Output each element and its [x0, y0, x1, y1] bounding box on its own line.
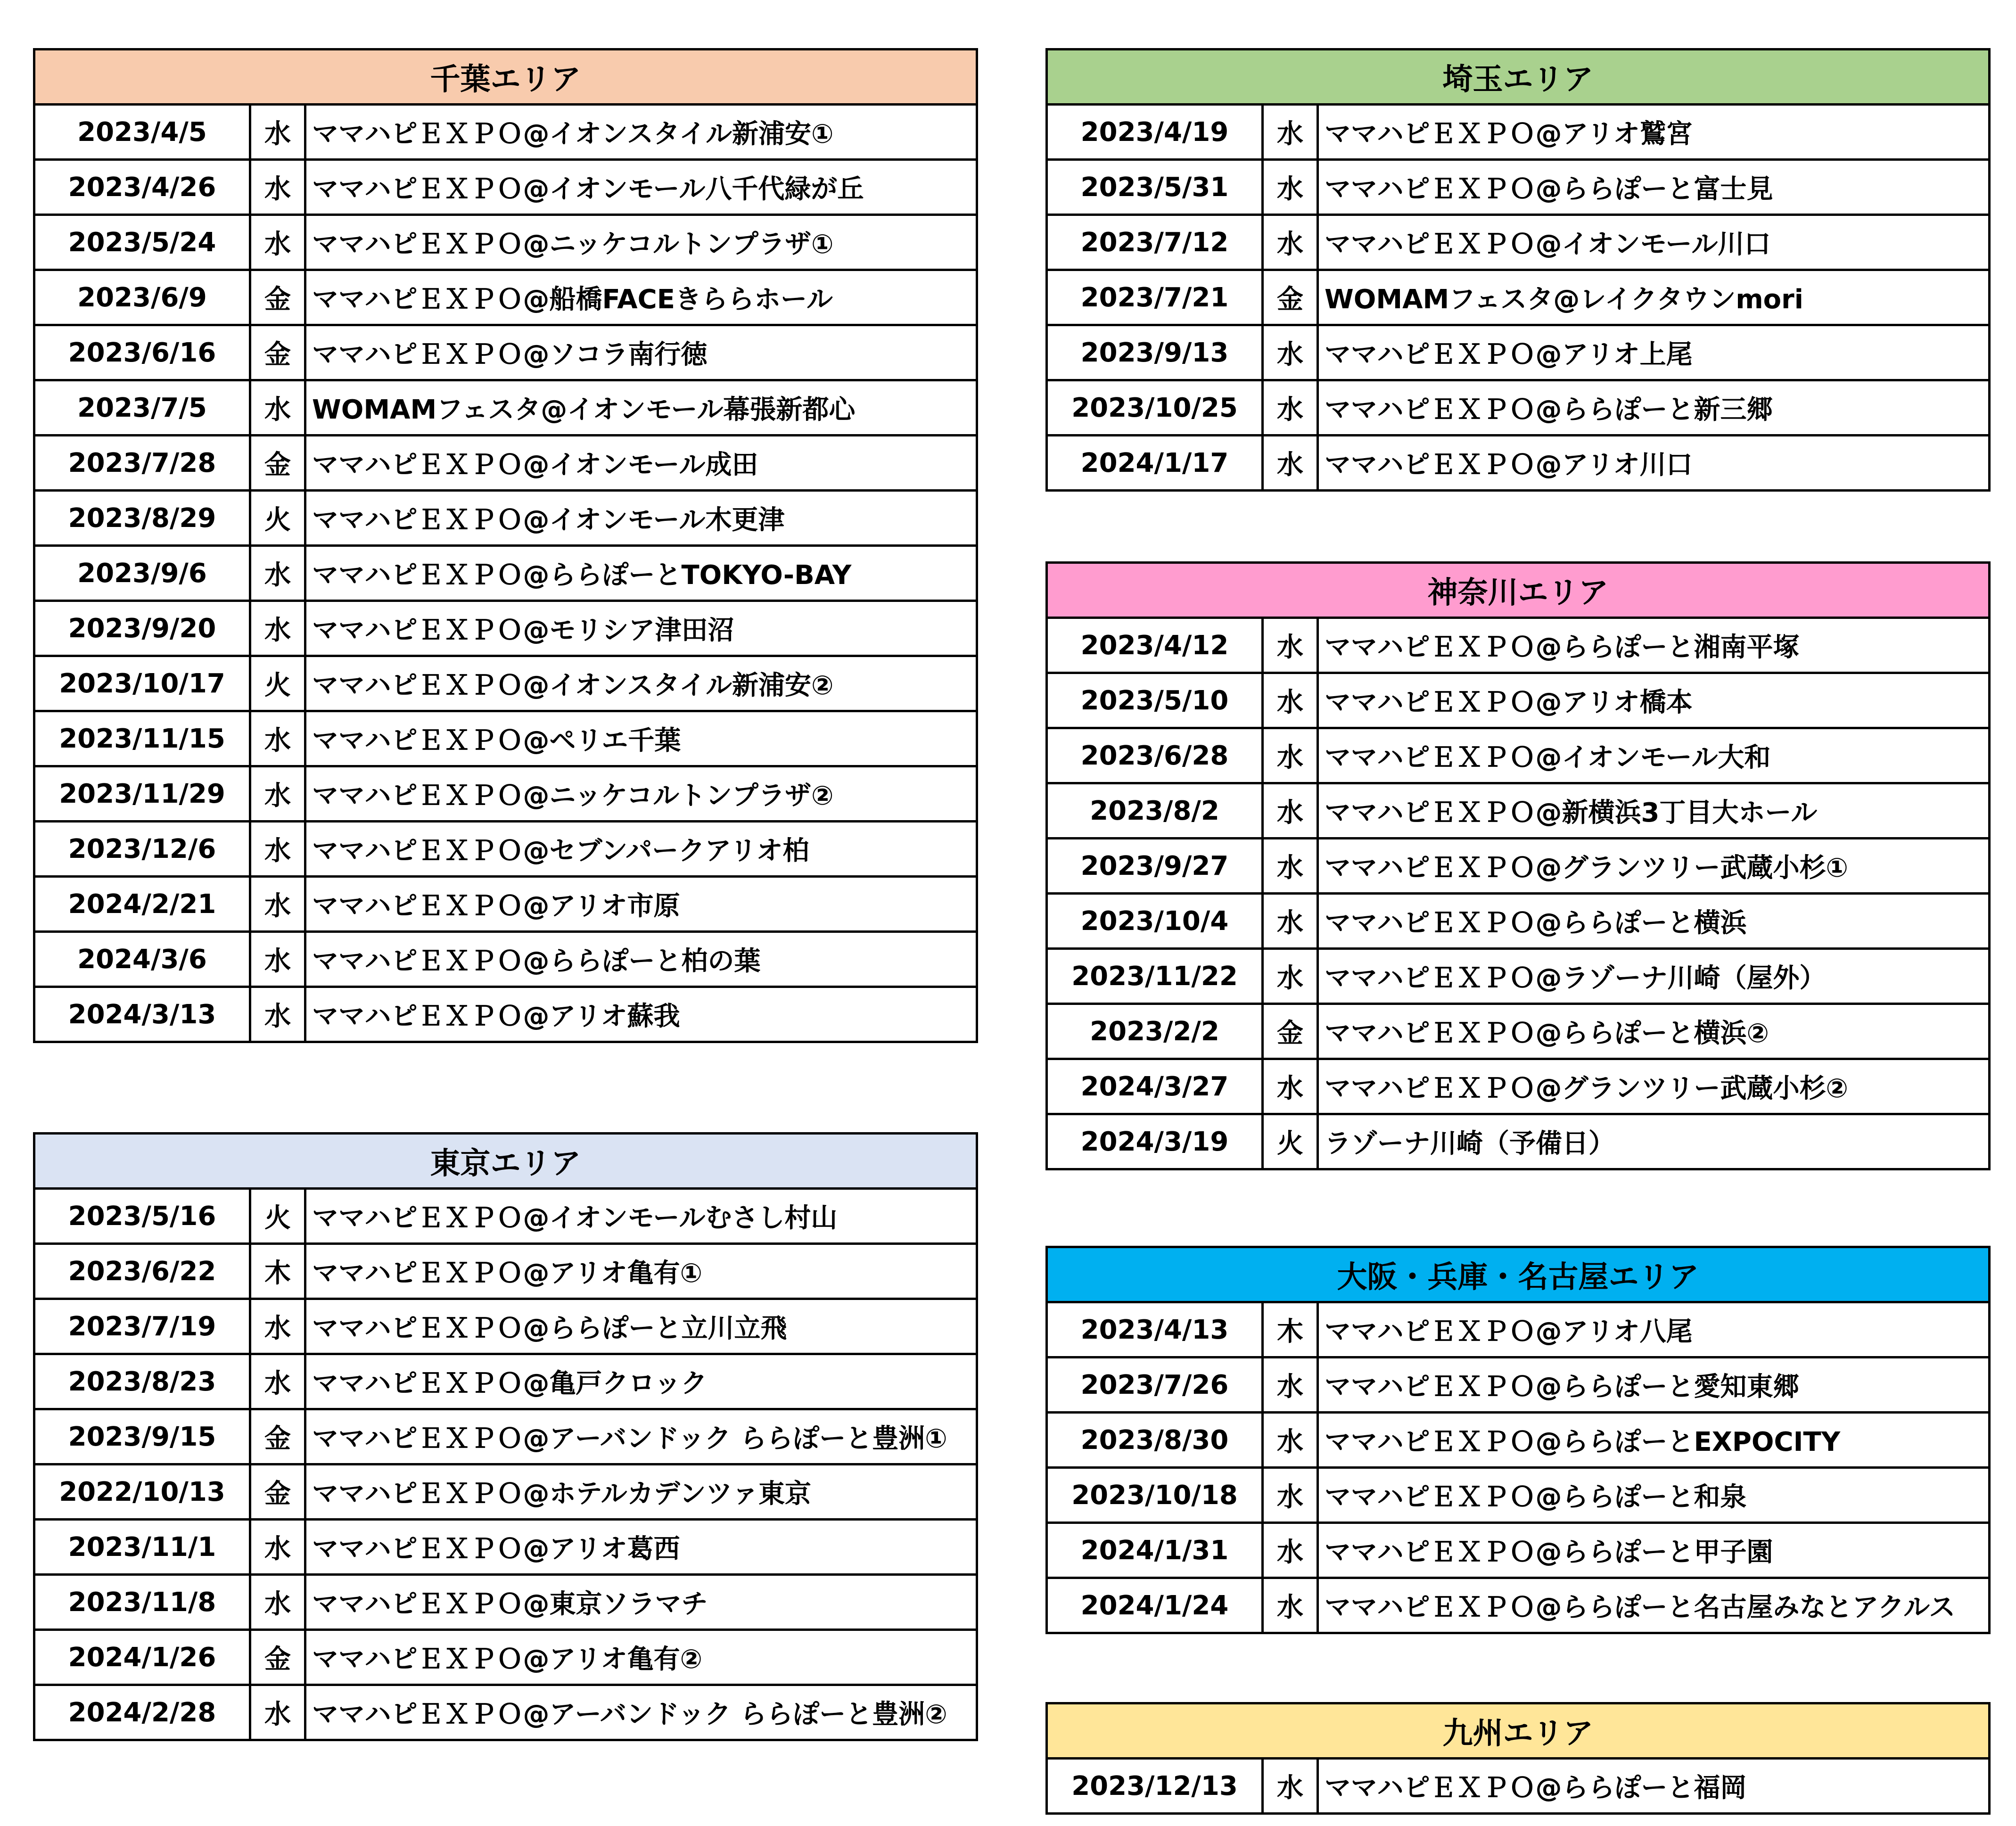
table-row: [1047, 618, 1990, 673]
event-name: ママハピＥＸＰＯ@ホテルカデンツァ東京: [305, 1464, 977, 1520]
event-date: 2024/3/6: [34, 932, 250, 987]
event-weekday: 水: [250, 932, 305, 987]
event-name: ママハピＥＸＰＯ@イオンモール大和: [1318, 728, 1990, 783]
event-name: ママハピＥＸＰＯ@ららぽーと名古屋みなとアクルス: [1318, 1578, 1990, 1633]
event-date: 2023/7/5: [34, 380, 250, 436]
event-date: 2023/4/19: [1047, 105, 1263, 160]
event-date: 2024/3/19: [1047, 1114, 1263, 1169]
event-date: 2023/5/16: [34, 1189, 250, 1244]
event-date: 2023/10/25: [1047, 380, 1263, 436]
event-date: 2024/1/26: [34, 1630, 250, 1685]
event-name: ママハピＥＸＰＯ@ラゾーナ川崎（屋外）: [1318, 949, 1990, 1004]
event-name: ママハピＥＸＰＯ@モリシア津田沼: [305, 601, 977, 656]
event-date: 2023/11/22: [1047, 949, 1263, 1004]
event-weekday: 水: [1263, 1759, 1318, 1814]
table-row: [1047, 1468, 1990, 1523]
event-name: ママハピＥＸＰＯ@イオンスタイル新浦安②: [305, 656, 977, 711]
table-row: [34, 987, 977, 1042]
table-row: [34, 932, 977, 987]
saitama-area-table: [1045, 48, 1988, 492]
event-weekday: 水: [1263, 215, 1318, 270]
event-date: 2023/10/4: [1047, 894, 1263, 949]
event-weekday: 水: [250, 987, 305, 1042]
event-name: ママハピＥＸＰＯ@アーバンドック ららぽーと豊洲①: [305, 1409, 977, 1464]
event-date: 2023/6/28: [1047, 728, 1263, 783]
kanagawa-area-table: [1045, 561, 1988, 1170]
event-date: 2023/7/19: [34, 1299, 250, 1354]
table-row: [1047, 839, 1990, 894]
event-date: 2023/7/12: [1047, 215, 1263, 270]
event-name: ママハピＥＸＰＯ@イオンモール木更津: [305, 491, 977, 546]
event-weekday: 金: [250, 270, 305, 325]
event-date: 2023/4/12: [1047, 618, 1263, 673]
event-name: ママハピＥＸＰＯ@アリオ市原: [305, 877, 977, 932]
table-row: [1047, 325, 1990, 380]
event-name: ママハピＥＸＰＯ@ららぽーと富士見: [1318, 160, 1990, 215]
table-row: [1047, 1114, 1990, 1169]
table-row: [1047, 436, 1990, 491]
event-weekday: 火: [250, 491, 305, 546]
table-row: [1047, 1004, 1990, 1059]
event-weekday: 水: [250, 1575, 305, 1630]
tokyo-area-table: [33, 1132, 976, 1741]
event-name: ママハピＥＸＰＯ@グランツリー武蔵小杉①: [1318, 839, 1990, 894]
event-name: ママハピＥＸＰＯ@イオンモール成田: [305, 436, 977, 491]
event-name: WOMAMフェスタ@イオンモール幕張新都心: [305, 380, 977, 436]
event-name: ママハピＥＸＰＯ@船橋FACEきららホール: [305, 270, 977, 325]
table-row: [1047, 1759, 1990, 1814]
event-name: ママハピＥＸＰＯ@ららぽーと愛知東郷: [1318, 1357, 1990, 1413]
event-weekday: 金: [250, 325, 305, 380]
event-weekday: 火: [250, 656, 305, 711]
event-name: ママハピＥＸＰＯ@イオンスタイル新浦安①: [305, 105, 977, 160]
event-weekday: 水: [1263, 1523, 1318, 1578]
event-date: 2023/5/31: [1047, 160, 1263, 215]
event-weekday: 水: [250, 1299, 305, 1354]
event-date: 2023/12/6: [34, 822, 250, 877]
event-weekday: 水: [250, 215, 305, 270]
area-title: 埼玉エリア: [1047, 49, 1990, 105]
table-row: [34, 1409, 977, 1464]
event-weekday: 水: [1263, 325, 1318, 380]
event-date: 2023/5/24: [34, 215, 250, 270]
area-title: 神奈川エリア: [1047, 563, 1990, 618]
event-name: ママハピＥＸＰＯ@イオンモールむさし村山: [305, 1189, 977, 1244]
event-weekday: 水: [250, 877, 305, 932]
event-weekday: 水: [250, 105, 305, 160]
event-weekday: 水: [250, 1685, 305, 1740]
event-date: 2023/8/23: [34, 1354, 250, 1409]
event-weekday: 水: [1263, 1059, 1318, 1114]
event-name: ママハピＥＸＰＯ@アリオ鷲宮: [1318, 105, 1990, 160]
event-date: 2022/10/13: [34, 1464, 250, 1520]
event-date: 2023/11/29: [34, 766, 250, 822]
table-row: [1047, 270, 1990, 325]
event-name: ママハピＥＸＰＯ@アリオ上尾: [1318, 325, 1990, 380]
event-date: 2023/8/29: [34, 491, 250, 546]
event-date: 2023/2/2: [1047, 1004, 1263, 1059]
event-weekday: 水: [250, 766, 305, 822]
table-row: [34, 215, 977, 270]
event-name: ママハピＥＸＰＯ@ららぽーと新三郷: [1318, 380, 1990, 436]
area-header-row: [1047, 49, 1990, 105]
event-name: ママハピＥＸＰＯ@ららぽーと横浜: [1318, 894, 1990, 949]
event-weekday: 火: [250, 1189, 305, 1244]
table-row: [1047, 1059, 1990, 1114]
table-row: [1047, 160, 1990, 215]
event-date: 2024/1/24: [1047, 1578, 1263, 1633]
schedule-table: [1045, 48, 1991, 492]
event-name: ママハピＥＸＰＯ@アリオ葛西: [305, 1520, 977, 1575]
event-weekday: 水: [250, 601, 305, 656]
event-date: 2023/4/5: [34, 105, 250, 160]
event-date: 2023/7/21: [1047, 270, 1263, 325]
event-date: 2023/7/28: [34, 436, 250, 491]
event-date: 2023/8/30: [1047, 1413, 1263, 1468]
event-weekday: 水: [1263, 1468, 1318, 1523]
event-date: 2023/9/13: [1047, 325, 1263, 380]
area-header-row: [34, 1134, 977, 1189]
event-date: 2023/6/9: [34, 270, 250, 325]
event-weekday: 金: [250, 1630, 305, 1685]
area-header-row: [34, 49, 977, 105]
event-name: WOMAMフェスタ@レイクタウンmori: [1318, 270, 1990, 325]
event-date: 2023/6/16: [34, 325, 250, 380]
event-weekday: 水: [250, 822, 305, 877]
event-date: 2024/3/13: [34, 987, 250, 1042]
event-name: ママハピＥＸＰＯ@ニッケコルトンプラザ①: [305, 215, 977, 270]
event-date: 2023/8/2: [1047, 783, 1263, 839]
event-name: ママハピＥＸＰＯ@ペリエ千葉: [305, 711, 977, 766]
table-row: [1047, 673, 1990, 728]
event-weekday: 水: [1263, 436, 1318, 491]
event-weekday: 金: [1263, 1004, 1318, 1059]
event-name: ママハピＥＸＰＯ@東京ソラマチ: [305, 1575, 977, 1630]
event-weekday: 水: [1263, 1578, 1318, 1633]
event-name: ママハピＥＸＰＯ@アリオ亀有②: [305, 1630, 977, 1685]
table-row: [34, 601, 977, 656]
table-row: [34, 1575, 977, 1630]
event-weekday: 火: [1263, 1114, 1318, 1169]
event-date: 2023/4/13: [1047, 1302, 1263, 1357]
event-date: 2023/12/13: [1047, 1759, 1263, 1814]
table-row: [1047, 783, 1990, 839]
event-date: 2023/11/8: [34, 1575, 250, 1630]
schedule-table: [1045, 561, 1991, 1170]
chiba-area-table: [33, 48, 976, 1043]
table-row: [34, 160, 977, 215]
area-title: 九州エリア: [1047, 1703, 1990, 1759]
event-name: ラゾーナ川崎（予備日）: [1318, 1114, 1990, 1169]
table-row: [1047, 380, 1990, 436]
event-name: ママハピＥＸＰＯ@アリオ川口: [1318, 436, 1990, 491]
event-weekday: 水: [250, 380, 305, 436]
event-weekday: 水: [250, 160, 305, 215]
event-date: 2023/11/1: [34, 1520, 250, 1575]
event-weekday: 水: [1263, 380, 1318, 436]
event-weekday: 金: [250, 1409, 305, 1464]
table-row: [34, 711, 977, 766]
event-weekday: 水: [1263, 728, 1318, 783]
event-weekday: 木: [250, 1244, 305, 1299]
area-header-row: [1047, 563, 1990, 618]
table-row: [1047, 1357, 1990, 1413]
event-weekday: 水: [1263, 1413, 1318, 1468]
event-name: ママハピＥＸＰＯ@新横浜3丁目大ホール: [1318, 783, 1990, 839]
event-weekday: 水: [1263, 673, 1318, 728]
event-weekday: 水: [250, 1354, 305, 1409]
event-name: ママハピＥＸＰＯ@ららぽーと和泉: [1318, 1468, 1990, 1523]
event-date: 2023/5/10: [1047, 673, 1263, 728]
event-weekday: 水: [1263, 618, 1318, 673]
event-name: ママハピＥＸＰＯ@アーバンドック ららぽーと豊洲②: [305, 1685, 977, 1740]
schedule-table: [1045, 1246, 1991, 1634]
event-weekday: 金: [250, 436, 305, 491]
event-date: 2024/1/17: [1047, 436, 1263, 491]
area-header-row: [1047, 1703, 1990, 1759]
event-date: 2024/3/27: [1047, 1059, 1263, 1114]
table-row: [34, 546, 977, 601]
event-name: ママハピＥＸＰＯ@アリオ蘇我: [305, 987, 977, 1042]
table-row: [34, 270, 977, 325]
schedule-table: [33, 48, 978, 1043]
event-name: ママハピＥＸＰＯ@ソコラ南行徳: [305, 325, 977, 380]
event-date: 2023/10/18: [1047, 1468, 1263, 1523]
table-row: [34, 877, 977, 932]
event-weekday: 水: [1263, 160, 1318, 215]
event-date: 2023/6/22: [34, 1244, 250, 1299]
event-weekday: 金: [250, 1464, 305, 1520]
table-row: [1047, 105, 1990, 160]
event-date: 2023/11/15: [34, 711, 250, 766]
table-row: [1047, 1302, 1990, 1357]
event-weekday: 水: [250, 1520, 305, 1575]
table-row: [34, 1189, 977, 1244]
event-name: ママハピＥＸＰＯ@ららぽーと湘南平塚: [1318, 618, 1990, 673]
event-name: ママハピＥＸＰＯ@亀戸クロック: [305, 1354, 977, 1409]
table-row: [34, 1520, 977, 1575]
event-date: 2023/9/27: [1047, 839, 1263, 894]
event-name: ママハピＥＸＰＯ@アリオ八尾: [1318, 1302, 1990, 1357]
table-row: [34, 1354, 977, 1409]
table-row: [34, 1630, 977, 1685]
area-header-row: [1047, 1247, 1990, 1302]
table-row: [34, 1464, 977, 1520]
event-date: 2023/9/20: [34, 601, 250, 656]
table-row: [1047, 1413, 1990, 1468]
table-row: [1047, 949, 1990, 1004]
kyushu-area-table: [1045, 1702, 1988, 1815]
table-row: [34, 105, 977, 160]
event-name: ママハピＥＸＰＯ@イオンモール川口: [1318, 215, 1990, 270]
event-name: ママハピＥＸＰＯ@アリオ亀有①: [305, 1244, 977, 1299]
event-name: ママハピＥＸＰＯ@ららぽーとTOKYO-BAY: [305, 546, 977, 601]
table-row: [34, 766, 977, 822]
event-name: ママハピＥＸＰＯ@セブンパークアリオ柏: [305, 822, 977, 877]
table-row: [34, 491, 977, 546]
event-name: ママハピＥＸＰＯ@ららぽーと甲子園: [1318, 1523, 1990, 1578]
event-name: ママハピＥＸＰＯ@ららぽーと柏の葉: [305, 932, 977, 987]
event-weekday: 水: [1263, 949, 1318, 1004]
event-name: ママハピＥＸＰＯ@ららぽーと立川立飛: [305, 1299, 977, 1354]
table-row: [1047, 1578, 1990, 1633]
table-row: [1047, 215, 1990, 270]
table-row: [34, 1244, 977, 1299]
table-row: [34, 436, 977, 491]
event-weekday: 水: [1263, 783, 1318, 839]
area-title: 大阪・兵庫・名古屋エリア: [1047, 1247, 1990, 1302]
event-date: 2023/9/15: [34, 1409, 250, 1464]
table-row: [34, 380, 977, 436]
schedule-table: [1045, 1702, 1991, 1815]
event-name: ママハピＥＸＰＯ@ららぽーと横浜②: [1318, 1004, 1990, 1059]
event-weekday: 水: [1263, 894, 1318, 949]
event-weekday: 木: [1263, 1302, 1318, 1357]
event-name: ママハピＥＸＰＯ@グランツリー武蔵小杉②: [1318, 1059, 1990, 1114]
table-row: [1047, 894, 1990, 949]
table-row: [34, 1299, 977, 1354]
osaka-hyogo-nagoya-area-table: [1045, 1246, 1988, 1634]
event-date: 2024/2/21: [34, 877, 250, 932]
event-date: 2024/1/31: [1047, 1523, 1263, 1578]
table-row: [34, 822, 977, 877]
table-row: [34, 1685, 977, 1740]
event-date: 2023/9/6: [34, 546, 250, 601]
event-weekday: 水: [250, 546, 305, 601]
area-title: 千葉エリア: [34, 49, 977, 105]
event-name: ママハピＥＸＰＯ@イオンモール八千代緑が丘: [305, 160, 977, 215]
event-date: 2023/10/17: [34, 656, 250, 711]
event-date: 2023/7/26: [1047, 1357, 1263, 1413]
event-name: ママハピＥＸＰＯ@ららぽーとEXPOCITY: [1318, 1413, 1990, 1468]
table-row: [34, 325, 977, 380]
event-weekday: 水: [1263, 1357, 1318, 1413]
table-row: [1047, 1523, 1990, 1578]
event-name: ママハピＥＸＰＯ@ららぽーと福岡: [1318, 1759, 1990, 1814]
event-weekday: 水: [1263, 839, 1318, 894]
event-name: ママハピＥＸＰＯ@ニッケコルトンプラザ②: [305, 766, 977, 822]
event-weekday: 金: [1263, 270, 1318, 325]
event-weekday: 水: [1263, 105, 1318, 160]
event-date: 2024/2/28: [34, 1685, 250, 1740]
table-row: [34, 656, 977, 711]
table-row: [1047, 728, 1990, 783]
event-date: 2023/4/26: [34, 160, 250, 215]
schedule-table: [33, 1132, 978, 1741]
event-weekday: 水: [250, 711, 305, 766]
event-name: ママハピＥＸＰＯ@アリオ橋本: [1318, 673, 1990, 728]
area-title: 東京エリア: [34, 1134, 977, 1189]
